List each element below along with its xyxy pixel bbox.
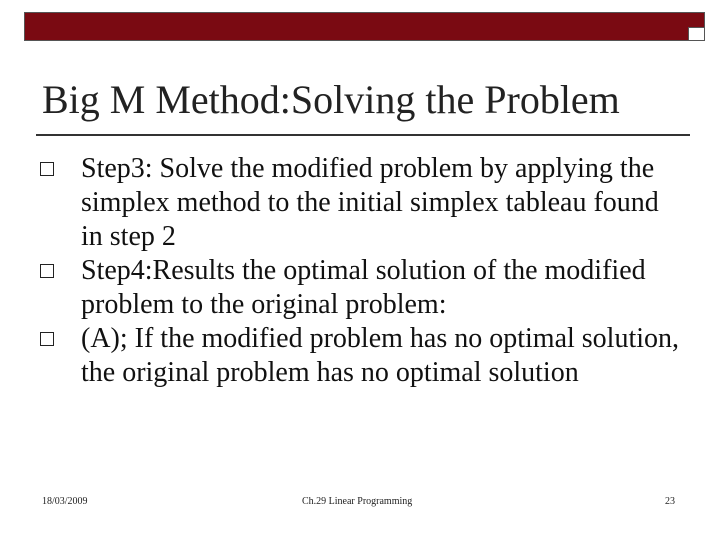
square-bullet-icon bbox=[40, 162, 54, 176]
header-bar-square bbox=[688, 13, 704, 28]
slide-title: Big M Method:Solving the Problem bbox=[42, 77, 620, 122]
title-divider bbox=[36, 134, 690, 136]
bullet-item bbox=[40, 152, 680, 254]
header-bar-fill bbox=[25, 13, 689, 40]
bullet-item bbox=[40, 254, 680, 322]
header-decoration-bar bbox=[24, 12, 705, 41]
square-bullet-icon bbox=[40, 264, 54, 278]
bullet-text: Step3: Solve the modified problem by applying the simplex method to the initial simplex tableau found in step 2 bbox=[81, 153, 659, 252]
bullet-text: Step4:Results the optimal solution of the modified problem to the original problem: bbox=[81, 255, 646, 320]
footer-course: Ch.29 Linear Programming bbox=[302, 496, 413, 507]
bullet-text: (A); If the modified problem has no optimal solution, the original problem has no optimal solution bbox=[81, 323, 680, 388]
bullet-list bbox=[40, 152, 680, 390]
square-bullet-icon bbox=[40, 332, 54, 346]
bullet-item bbox=[40, 322, 680, 390]
page-number: 23 bbox=[665, 496, 675, 507]
footer-date: 18/03/2009 bbox=[42, 496, 88, 507]
